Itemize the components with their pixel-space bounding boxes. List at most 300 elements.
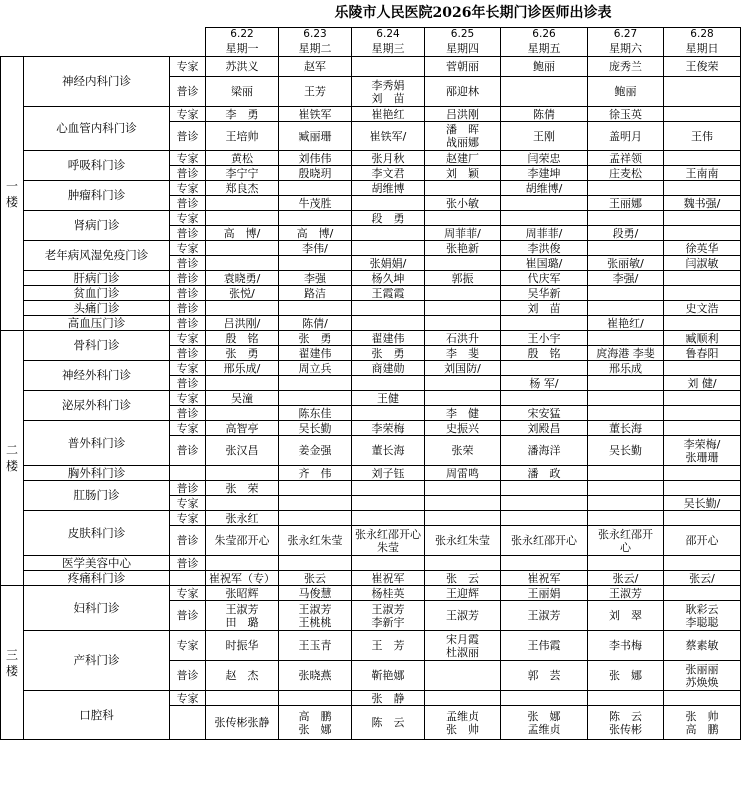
- weekday-header: 星期三: [352, 41, 425, 57]
- doctor-cell: 崔铁军: [279, 107, 352, 122]
- schedule-row: [1, 331, 741, 346]
- doctor-cell: 翟建伟: [352, 331, 425, 346]
- clinic-type: 普诊: [170, 122, 206, 151]
- doctor-cell: [501, 211, 588, 226]
- department-name: 普外科门诊: [24, 421, 170, 466]
- weekday-header: 星期一: [206, 41, 279, 57]
- doctor-cell: [352, 316, 425, 331]
- doctor-cell: [664, 107, 741, 122]
- doctor-cell: 鲍丽: [501, 57, 588, 77]
- date-header: 6.23: [279, 27, 352, 41]
- doctor-cell: 殷 铭: [501, 346, 588, 361]
- schedule-row: [1, 241, 741, 256]
- doctor-cell: [588, 391, 664, 406]
- doctor-cell: 胡维博/: [501, 181, 588, 196]
- doctor-cell: 李伟/: [279, 241, 352, 256]
- doctor-cell: 郑良杰: [206, 181, 279, 196]
- doctor-cell: 张永红朱莹: [425, 526, 501, 556]
- doctor-cell: 张昭辉: [206, 586, 279, 601]
- doctor-cell: [206, 196, 279, 211]
- doctor-cell: 周菲菲/: [425, 226, 501, 241]
- schedule-row: [1, 481, 741, 496]
- doctor-cell: 徐英华: [664, 241, 741, 256]
- clinic-type: 专家: [170, 496, 206, 511]
- doctor-cell: [501, 196, 588, 211]
- doctor-cell: 牛茂胜: [279, 196, 352, 211]
- title-spacer: [1, 0, 206, 27]
- doctor-cell: [664, 691, 741, 706]
- doctor-cell: 张 静: [352, 691, 425, 706]
- doctor-cell: [425, 496, 501, 511]
- doctor-cell: [588, 496, 664, 511]
- doctor-cell: [425, 181, 501, 196]
- doctor-cell: 张丽丽 苏焕焕: [664, 661, 741, 691]
- doctor-cell: 魏书强/: [664, 196, 741, 211]
- doctor-cell: [425, 661, 501, 691]
- doctor-cell: 张月秋: [352, 151, 425, 166]
- doctor-cell: 张永红邵开心 朱莹: [352, 526, 425, 556]
- doctor-cell: 刘 颖: [425, 166, 501, 181]
- doctor-cell: 张云/: [664, 571, 741, 586]
- doctor-cell: 李荣梅: [352, 421, 425, 436]
- doctor-cell: 李建坤: [501, 166, 588, 181]
- doctor-cell: [664, 151, 741, 166]
- clinic-type: 普诊: [170, 286, 206, 301]
- department-name: 老年病风湿免疫门诊: [24, 241, 170, 271]
- doctor-cell: 王迎辉: [425, 586, 501, 601]
- doctor-cell: [352, 57, 425, 77]
- doctor-cell: [352, 406, 425, 421]
- doctor-cell: 殷晓玥: [279, 166, 352, 181]
- doctor-cell: 张荣: [425, 436, 501, 466]
- clinic-type: 普诊: [170, 256, 206, 271]
- doctor-cell: 齐 伟: [279, 466, 352, 481]
- doctor-cell: 王淑芳 田 璐: [206, 601, 279, 631]
- doctor-cell: [425, 391, 501, 406]
- doctor-cell: 王伟: [664, 122, 741, 151]
- doctor-cell: 张小敏: [425, 196, 501, 211]
- doctor-cell: [501, 481, 588, 496]
- doctor-cell: 臧丽珊: [279, 122, 352, 151]
- doctor-cell: 潘 晖 战丽娜: [425, 122, 501, 151]
- doctor-cell: 吴华新: [501, 286, 588, 301]
- doctor-cell: 王淑芳 王桃桃: [279, 601, 352, 631]
- doctor-cell: 杨桂英: [352, 586, 425, 601]
- doctor-cell: 崔祝军: [352, 571, 425, 586]
- doctor-cell: 张永红朱莹: [279, 526, 352, 556]
- clinic-type: 普诊: [170, 166, 206, 181]
- doctor-cell: [501, 391, 588, 406]
- clinic-type: 专家: [170, 391, 206, 406]
- doctor-cell: 鲍丽: [588, 77, 664, 107]
- doctor-cell: 刘殿昌: [501, 421, 588, 436]
- doctor-cell: 陈倩: [501, 107, 588, 122]
- floor-label: 一 楼: [1, 57, 24, 331]
- doctor-cell: [206, 496, 279, 511]
- doctor-cell: 邴迎林: [425, 77, 501, 107]
- doctor-cell: 时振华: [206, 631, 279, 661]
- schedule-row: [1, 286, 741, 301]
- clinic-type: 普诊: [170, 316, 206, 331]
- doctor-cell: [279, 691, 352, 706]
- doctor-cell: 李文君: [352, 166, 425, 181]
- doctor-cell: 潘海洋: [501, 436, 588, 466]
- schedule-row: [1, 511, 741, 526]
- floor-label: 二 楼: [1, 331, 24, 586]
- doctor-cell: [664, 481, 741, 496]
- clinic-type: 普诊: [170, 406, 206, 421]
- doctor-cell: 周菲菲/: [501, 226, 588, 241]
- department-name: 肝病门诊: [24, 271, 170, 286]
- doctor-cell: 张 勇: [352, 346, 425, 361]
- doctor-cell: 张汉昌: [206, 436, 279, 466]
- doctor-cell: [588, 331, 664, 346]
- doctor-cell: [664, 226, 741, 241]
- doctor-cell: [352, 376, 425, 391]
- doctor-cell: [279, 391, 352, 406]
- doctor-cell: 靳艳娜: [352, 661, 425, 691]
- clinic-type: 普诊: [170, 226, 206, 241]
- doctor-cell: 代庆军: [501, 271, 588, 286]
- doctor-cell: [588, 211, 664, 226]
- floor-label: 三 楼: [1, 586, 24, 740]
- department-name: 医学美容中心: [24, 556, 170, 571]
- doctor-cell: 赵 杰: [206, 661, 279, 691]
- clinic-type: 专家: [170, 361, 206, 376]
- doctor-cell: 张 勇: [206, 346, 279, 361]
- doctor-cell: 王刚: [501, 122, 588, 151]
- doctor-cell: 盖明月: [588, 122, 664, 151]
- doctor-cell: 臧顺利: [664, 331, 741, 346]
- doctor-cell: [588, 511, 664, 526]
- doctor-cell: [588, 406, 664, 421]
- title-row: [1, 0, 741, 27]
- doctor-cell: 石洪升: [425, 331, 501, 346]
- doctor-cell: 王淑芳: [425, 601, 501, 631]
- doctor-cell: [279, 481, 352, 496]
- clinic-type: 普诊: [170, 601, 206, 631]
- doctor-cell: 段勇/: [588, 226, 664, 241]
- doctor-cell: [664, 421, 741, 436]
- doctor-cell: 陈 云 张传彬: [588, 706, 664, 740]
- doctor-cell: 刘国防/: [425, 361, 501, 376]
- doctor-cell: 刘 翠: [588, 601, 664, 631]
- doctor-cell: 张艳新: [425, 241, 501, 256]
- doctor-cell: [664, 466, 741, 481]
- clinic-type: 普诊: [170, 271, 206, 286]
- doctor-cell: 崔艳红/: [588, 316, 664, 331]
- schedule-row: [1, 271, 741, 286]
- schedule-row: [1, 691, 741, 706]
- weekday-header: 星期四: [425, 41, 501, 57]
- doctor-cell: 高 博/: [206, 226, 279, 241]
- doctor-cell: [664, 286, 741, 301]
- clinic-type: 专家: [170, 57, 206, 77]
- doctor-cell: [588, 286, 664, 301]
- department-name: 肿瘤科门诊: [24, 181, 170, 211]
- doctor-cell: 刘 苗: [501, 301, 588, 316]
- doctor-cell: 王淑芳 李新宇: [352, 601, 425, 631]
- clinic-type: 普诊: [170, 196, 206, 211]
- doctor-cell: [664, 271, 741, 286]
- department-name: 泌尿外科门诊: [24, 391, 170, 421]
- doctor-cell: 张丽敏/: [588, 256, 664, 271]
- page-title: 乐陵市人民医院2026年长期门诊医师出诊表: [206, 0, 741, 27]
- doctor-cell: 张 荣: [206, 481, 279, 496]
- clinic-type: [170, 466, 206, 481]
- doctor-cell: 张娟娟/: [352, 256, 425, 271]
- weekday-row: [1, 41, 741, 57]
- doctor-cell: 蔡素敏: [664, 631, 741, 661]
- doctor-cell: 郭振: [425, 271, 501, 286]
- doctor-cell: 孟维贞 张 帅: [425, 706, 501, 740]
- clinic-type: 普诊: [170, 436, 206, 466]
- weekday-header: 星期日: [664, 41, 741, 57]
- doctor-cell: 董长海: [352, 436, 425, 466]
- doctor-cell: 李宁宁: [206, 166, 279, 181]
- doctor-cell: 张永红邵开心: [501, 526, 588, 556]
- department-name: 呼吸科门诊: [24, 151, 170, 181]
- doctor-cell: 朱莹邵开心: [206, 526, 279, 556]
- schedule-row: [1, 107, 741, 122]
- doctor-cell: 陈 云: [352, 706, 425, 740]
- doctor-cell: [664, 406, 741, 421]
- doctor-cell: 吴长勤/: [664, 496, 741, 511]
- doctor-cell: 王淑芳: [588, 586, 664, 601]
- department-name: 肾病门诊: [24, 211, 170, 241]
- doctor-cell: 王霞霞: [352, 286, 425, 301]
- weekday-header: 星期五: [501, 41, 588, 57]
- date-row: [1, 27, 741, 41]
- clinic-type: 普诊: [170, 556, 206, 571]
- doctor-cell: 王南南: [664, 166, 741, 181]
- doctor-cell: 赵军: [279, 57, 352, 77]
- doctor-cell: 董长海: [588, 421, 664, 436]
- doctor-cell: [664, 511, 741, 526]
- clinic-type: 专家: [170, 241, 206, 256]
- date-header: 6.24: [352, 27, 425, 41]
- doctor-cell: 史振兴: [425, 421, 501, 436]
- department-name: 胸外科门诊: [24, 466, 170, 481]
- doctor-cell: 商建勋: [352, 361, 425, 376]
- doctor-cell: [425, 286, 501, 301]
- doctor-cell: [664, 586, 741, 601]
- doctor-cell: [588, 481, 664, 496]
- doctor-cell: 张悦/: [206, 286, 279, 301]
- doctor-cell: [279, 181, 352, 196]
- department-name: 神经外科门诊: [24, 361, 170, 391]
- doctor-cell: [501, 496, 588, 511]
- doctor-cell: 路洁: [279, 286, 352, 301]
- doctor-cell: 崔国璐/: [501, 256, 588, 271]
- department-name: 口腔科: [24, 691, 170, 740]
- doctor-cell: 吴潼: [206, 391, 279, 406]
- doctor-cell: 邵开心: [664, 526, 741, 556]
- schedule-row: [1, 586, 741, 601]
- doctor-cell: [664, 391, 741, 406]
- header-spacer: [1, 27, 206, 41]
- department-name: 肛肠门诊: [24, 481, 170, 511]
- department-name: 高血压门诊: [24, 316, 170, 331]
- doctor-cell: 闫淑敏: [664, 256, 741, 271]
- doctor-cell: [588, 181, 664, 196]
- doctor-cell: 杨 军/: [501, 376, 588, 391]
- department-name: 骨科门诊: [24, 331, 170, 361]
- doctor-cell: 邢乐成: [588, 361, 664, 376]
- doctor-cell: [352, 241, 425, 256]
- doctor-cell: 李 健: [425, 406, 501, 421]
- clinic-type: [170, 706, 206, 740]
- doctor-cell: [425, 481, 501, 496]
- schedule-row: [1, 391, 741, 406]
- doctor-cell: 庞秀兰: [588, 57, 664, 77]
- doctor-cell: 孟祥领: [588, 151, 664, 166]
- doctor-cell: 庹海港 李斐: [588, 346, 664, 361]
- doctor-cell: 张永红邵开 心: [588, 526, 664, 556]
- doctor-cell: 李强: [279, 271, 352, 286]
- date-header: 6.26: [501, 27, 588, 41]
- clinic-type: 专家: [170, 421, 206, 436]
- doctor-cell: 崔艳红: [352, 107, 425, 122]
- doctor-cell: 梁丽: [206, 77, 279, 107]
- doctor-cell: [279, 511, 352, 526]
- doctor-cell: [206, 211, 279, 226]
- doctor-cell: 刘伟伟: [279, 151, 352, 166]
- doctor-cell: 李强/: [588, 271, 664, 286]
- doctor-cell: [425, 211, 501, 226]
- department-name: 心血管内科门诊: [24, 107, 170, 151]
- doctor-cell: 王俊荣: [664, 57, 741, 77]
- doctor-cell: 吴长勤: [279, 421, 352, 436]
- doctor-cell: [425, 301, 501, 316]
- doctor-cell: 王 芳: [352, 631, 425, 661]
- doctor-cell: 李书梅: [588, 631, 664, 661]
- doctor-cell: [279, 376, 352, 391]
- doctor-cell: [352, 481, 425, 496]
- doctor-cell: [206, 691, 279, 706]
- doctor-cell: 王丽娜: [588, 196, 664, 211]
- doctor-cell: 张 娜: [588, 661, 664, 691]
- doctor-cell: 刘 健/: [664, 376, 741, 391]
- doctor-cell: [664, 361, 741, 376]
- doctor-cell: [501, 77, 588, 107]
- schedule-row: [1, 316, 741, 331]
- doctor-cell: [664, 77, 741, 107]
- schedule-row: [1, 421, 741, 436]
- doctor-cell: 赵建厂: [425, 151, 501, 166]
- doctor-cell: [352, 511, 425, 526]
- date-header: 6.22: [206, 27, 279, 41]
- doctor-cell: 王丽娟: [501, 586, 588, 601]
- clinic-type: 普诊: [170, 481, 206, 496]
- clinic-type: 普诊: [170, 376, 206, 391]
- doctor-cell: 耿彩云 李聪聪: [664, 601, 741, 631]
- doctor-cell: 吴长勤: [588, 436, 664, 466]
- schedule-row: [1, 151, 741, 166]
- schedule-row: [1, 571, 741, 586]
- doctor-cell: [425, 256, 501, 271]
- doctor-cell: [206, 301, 279, 316]
- doctor-cell: [588, 301, 664, 316]
- doctor-cell: 王芳: [279, 77, 352, 107]
- doctor-cell: 张云: [279, 571, 352, 586]
- clinic-type: [170, 571, 206, 586]
- doctor-cell: [206, 406, 279, 421]
- doctor-cell: [279, 496, 352, 511]
- doctor-cell: 周雷鸣: [425, 466, 501, 481]
- doctor-cell: 黄松: [206, 151, 279, 166]
- schedule-row: [1, 361, 741, 376]
- doctor-cell: [352, 556, 425, 571]
- schedule-row: [1, 181, 741, 196]
- doctor-cell: [425, 316, 501, 331]
- doctor-cell: 李洪俊: [501, 241, 588, 256]
- doctor-cell: [206, 556, 279, 571]
- doctor-cell: [206, 256, 279, 271]
- doctor-cell: [425, 556, 501, 571]
- date-header: 6.25: [425, 27, 501, 41]
- doctor-cell: 邢乐成/: [206, 361, 279, 376]
- date-header: 6.27: [588, 27, 664, 41]
- doctor-cell: [279, 556, 352, 571]
- doctor-cell: [279, 301, 352, 316]
- doctor-cell: [501, 361, 588, 376]
- doctor-cell: 李 斐: [425, 346, 501, 361]
- doctor-cell: [664, 556, 741, 571]
- doctor-cell: 陈东佳: [279, 406, 352, 421]
- doctor-cell: [664, 211, 741, 226]
- department-name: 疼痛科门诊: [24, 571, 170, 586]
- doctor-cell: 张传彬张静: [206, 706, 279, 740]
- schedule-row: [1, 301, 741, 316]
- doctor-cell: [588, 241, 664, 256]
- doctor-cell: 菅朝丽: [425, 57, 501, 77]
- weekday-header: 星期二: [279, 41, 352, 57]
- department-name: 妇科门诊: [24, 586, 170, 631]
- header-spacer: [1, 41, 206, 57]
- clinic-type: 专家: [170, 631, 206, 661]
- doctor-cell: 张 娜 孟维贞: [501, 706, 588, 740]
- doctor-cell: 刘子钰: [352, 466, 425, 481]
- schedule-row: [1, 466, 741, 481]
- doctor-cell: 周立兵: [279, 361, 352, 376]
- doctor-cell: [425, 691, 501, 706]
- doctor-cell: 翟建伟: [279, 346, 352, 361]
- doctor-cell: [352, 196, 425, 211]
- doctor-cell: 闫荣忠: [501, 151, 588, 166]
- doctor-cell: 张 勇: [279, 331, 352, 346]
- doctor-cell: 吕洪刚/: [206, 316, 279, 331]
- clinic-type: 专家: [170, 181, 206, 196]
- doctor-cell: 宋安猛: [501, 406, 588, 421]
- doctor-cell: [352, 496, 425, 511]
- clinic-type: 专家: [170, 586, 206, 601]
- doctor-cell: [664, 316, 741, 331]
- doctor-cell: 崔祝军（专）: [206, 571, 279, 586]
- doctor-cell: 高 博/: [279, 226, 352, 241]
- doctor-cell: [206, 376, 279, 391]
- doctor-cell: 吕洪刚: [425, 107, 501, 122]
- doctor-cell: 姜金强: [279, 436, 352, 466]
- doctor-cell: 殷 铭: [206, 331, 279, 346]
- clinic-type: 普诊: [170, 301, 206, 316]
- clinic-type: 普诊: [170, 77, 206, 107]
- doctor-cell: 崔铁军/: [352, 122, 425, 151]
- doctor-cell: 李荣梅/ 张珊珊: [664, 436, 741, 466]
- doctor-cell: 张 帅 高 鹏: [664, 706, 741, 740]
- doctor-cell: 袁晓勇/: [206, 271, 279, 286]
- schedule-row: [1, 556, 741, 571]
